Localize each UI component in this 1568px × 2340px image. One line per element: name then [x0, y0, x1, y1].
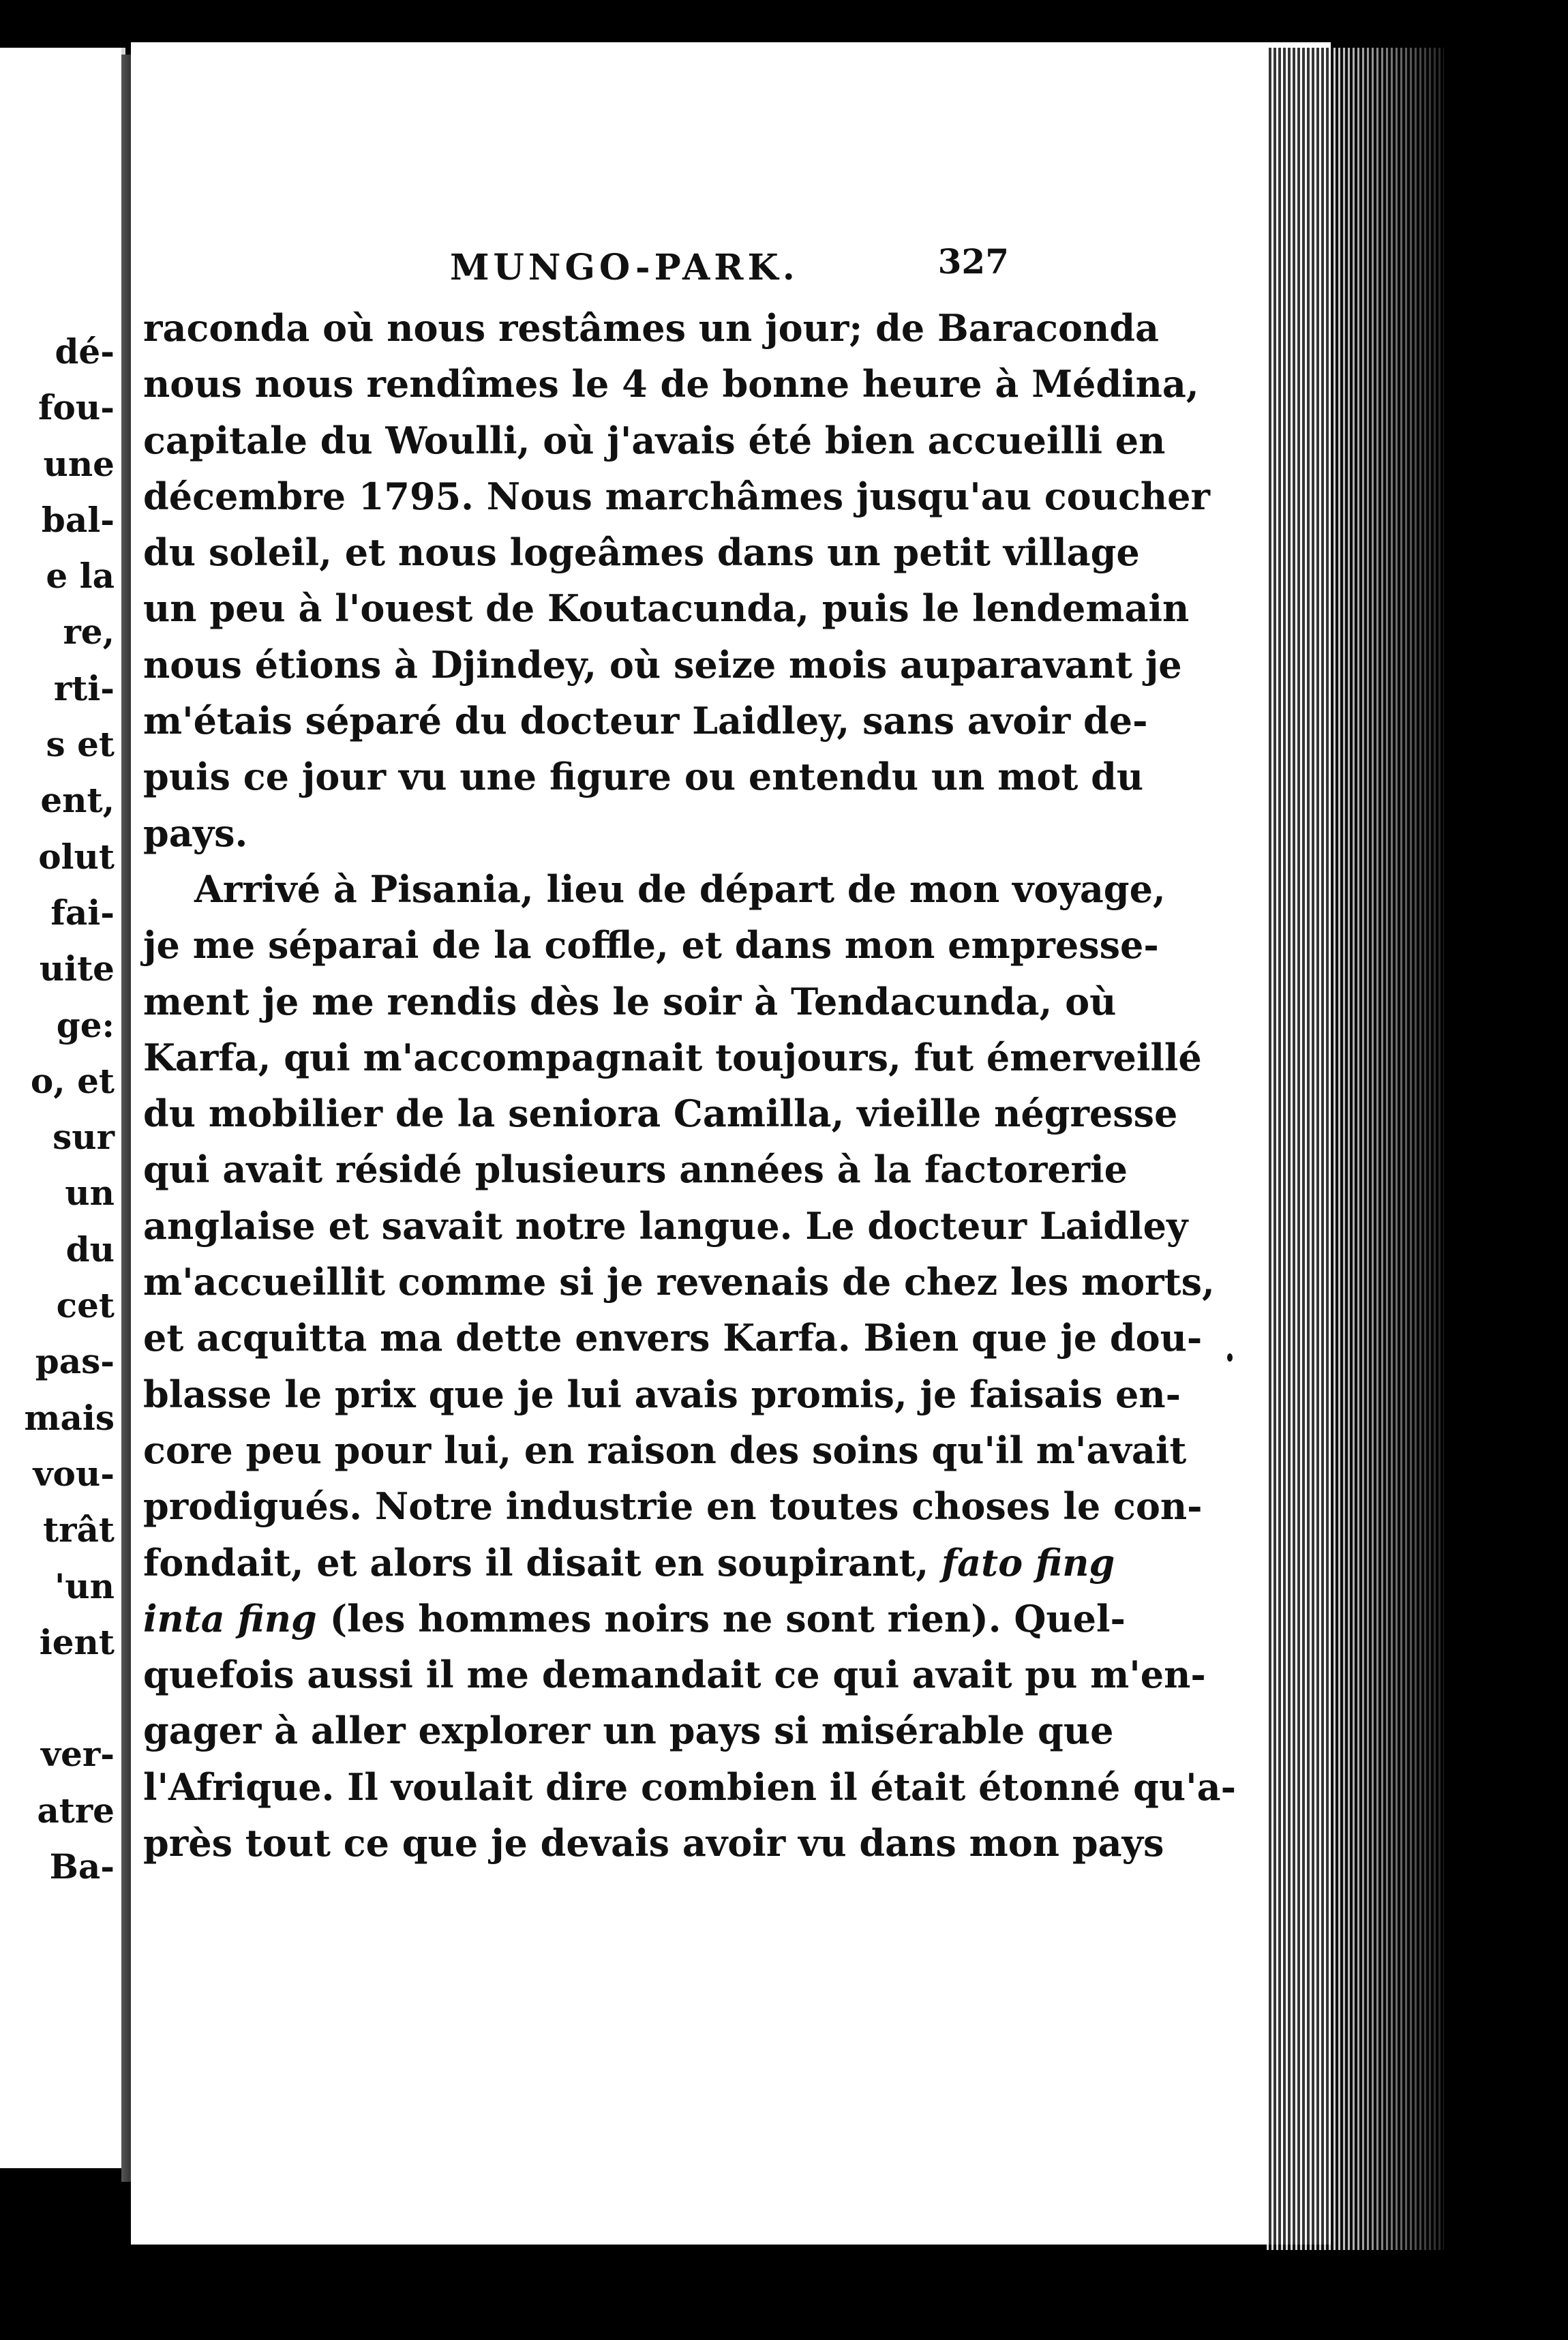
text-line: ment je me rendis dès le soir à Tendacunda, où: [143, 979, 1117, 1023]
left-line: e la: [46, 556, 115, 597]
text-line: prodigués. Notre industrie en toutes choses le con-: [143, 1484, 1203, 1529]
text-line: pays.: [143, 811, 248, 855]
text-line: décembre 1795. Nous marchâmes jusqu'au coucher: [143, 474, 1210, 518]
left-line: mais: [24, 1397, 115, 1438]
text-line: je me séparai de la coffle, et dans mon empresse-: [143, 923, 1159, 967]
left-line: fou-: [38, 387, 115, 428]
text-line: [143, 1591, 1126, 1647]
text-line: nous étions à Djindey, où seize mois auparavant je: [143, 642, 1182, 687]
text-line: et acquitta ma dette envers Karfa. Bien que je dou-: [143, 1316, 1203, 1360]
left-line: atre: [37, 1790, 115, 1831]
left-line: un: [65, 1173, 115, 1214]
text-line: m'accueillit comme si je revenais de chez les morts,: [143, 1260, 1215, 1304]
left-line: une: [43, 443, 115, 484]
text-line: m'étais séparé du docteur Laidley, sans avoir de-: [143, 699, 1148, 743]
running-head: [450, 241, 1009, 301]
text-line: l'Afrique. Il voulait dire combien il était étonné qu'a-: [143, 1765, 1237, 1809]
text-line: anglaise et savait notre langue. Le docteur Laidley: [143, 1203, 1188, 1248]
left-line: re,: [63, 612, 115, 652]
text-line: près tout ce que je devais avoir vu dans mon pays: [143, 1821, 1164, 1865]
left-line: dé-: [55, 331, 115, 372]
left-line: Ba-: [49, 1846, 115, 1887]
text-run: fondait, et alors il disait en soupirant,: [143, 1540, 941, 1585]
text-line: un peu à l'ouest de Koutacunda, puis le lendemain: [143, 586, 1190, 631]
page-edges-shadow: [1329, 48, 1452, 2250]
text-run: (les hommes noirs ne sont rien). Quel-: [316, 1596, 1126, 1640]
left-line: vou-: [33, 1453, 115, 1494]
text-line: quefois aussi il me demandait ce qui avait pu m'en-: [143, 1653, 1206, 1697]
left-line: o, et: [30, 1060, 115, 1101]
left-line: cet: [56, 1285, 115, 1326]
text-line: qui avait résidé plusieurs années à la factorerie: [143, 1148, 1128, 1192]
text-line: [143, 1535, 1115, 1591]
left-line: ient: [39, 1621, 115, 1662]
left-line: uite: [39, 948, 115, 989]
page-number: 327: [937, 241, 1009, 282]
text-line: du mobilier de la seniora Camilla, vieille négresse: [143, 1092, 1178, 1136]
italic-phrase: fato fing: [941, 1540, 1115, 1585]
left-line: ver-: [41, 1734, 115, 1775]
left-line: fai-: [50, 892, 115, 933]
running-head-title: MUNGO-PARK.: [450, 247, 799, 288]
body-text: [143, 300, 1237, 1871]
text-line: du soleil, et nous logeâmes dans un petit village: [143, 530, 1140, 575]
left-page: [0, 48, 125, 2168]
text-line: puis ce jour vu une figure ou entendu un mot du: [143, 755, 1144, 799]
left-page-fragments: [0, 324, 121, 1895]
text-line: core peu pour lui, en raison des soins qu'il m'avait: [143, 1428, 1187, 1472]
ink-speck: [1227, 1353, 1233, 1362]
left-line: du: [65, 1229, 115, 1270]
left-line: olut: [38, 836, 115, 877]
left-line: bal-: [41, 499, 115, 540]
left-line: ge:: [56, 1004, 115, 1045]
left-line: ent,: [40, 780, 115, 821]
text-line: nous nous rendîmes le 4 de bonne heure à Médina,: [143, 362, 1199, 406]
text-line: gager à aller explorer un pays si misérable que: [143, 1709, 1114, 1753]
text-line: raconda où nous restâmes un jour; de Baraconda: [143, 306, 1160, 350]
left-line: pas-: [35, 1341, 115, 1382]
left-line: sur: [52, 1117, 115, 1158]
left-line: s et: [46, 724, 115, 765]
text-line: Karfa, qui m'accompagnait toujours, fut émerveillé: [143, 1035, 1202, 1079]
text-line: blasse le prix que je lui avais promis, je faisais en-: [143, 1372, 1181, 1416]
left-line: trât: [43, 1510, 115, 1550]
italic-phrase: inta fing: [143, 1596, 317, 1640]
text-line: capitale du Woulli, où j'avais été bien accueilli en: [143, 418, 1166, 462]
left-line-blank: [0, 1670, 121, 1726]
paragraph-start-line: Arrivé à Pisania, lieu de départ de mon voyage,: [194, 867, 1166, 911]
left-line: rti-: [53, 668, 115, 708]
left-line: 'un: [54, 1565, 115, 1606]
